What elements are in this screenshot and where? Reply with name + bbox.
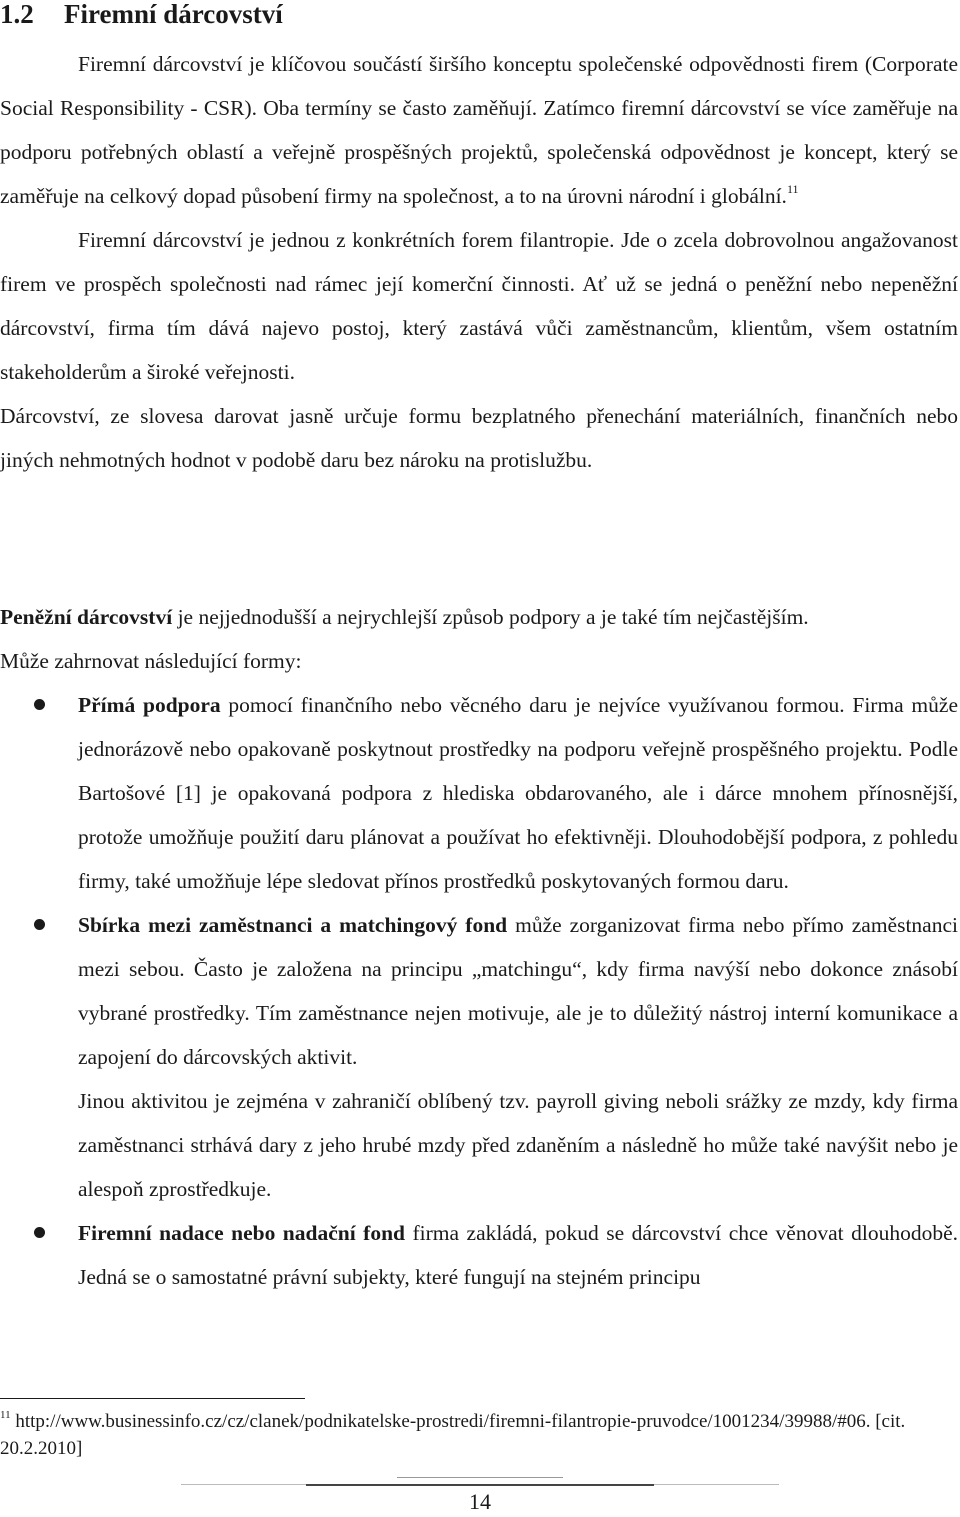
- list-item-employee-collection: [0, 903, 958, 1211]
- intro-paragraph-2: Firemní dárcovství je jednou z konkrétních forem filantropie. Jde o zcela dobrovolnou angažovanost firem ve prospěch společnosti nad rámec její komerční činnosti. Ať už se jedná o peněžní nebo nepeněžní dárcovství, firma tím dává najevo postoj, který zastává vůči zaměstnancům, klientům, všem ostatním stakeholderům a široké veřejnosti.: [0, 228, 958, 384]
- section-title: Firemní dárcovství: [64, 0, 283, 29]
- bullet-icon: [34, 699, 45, 710]
- money-donation-term: Peněžní dárcovství: [0, 605, 173, 629]
- forms-list: [0, 683, 958, 1299]
- money-donation-forms-intro: Může zahrnovat následující formy:: [0, 649, 302, 673]
- intro-paragraph-1: [0, 42, 958, 218]
- footer-rule-top: [397, 1477, 563, 1478]
- list-item-text: pomocí finančního nebo věcného daru je nejvíce využívanou formou. Firma může jednorázově nebo opakovaně poskytnout prostředky na podporu veřejně prospěšného projektu. Podle Bartošové [1] je opakovaná podpora z hlediska obdarovaného, ale i dárce mnohem přínosnější, protože umožňuje použití daru plánovat a používat ho efektivněji. Dlouhodobější podpora, z pohledu firmy, také umožňuje lépe sledovat přínos prostředků poskytovaných formou daru.: [78, 693, 958, 893]
- intro-paragraph-1-text: Firemní dárcovství je klíčovou součástí širšího konceptu společenské odpovědnosti firem (Corporate Social Responsibility - CSR). Oba termíny se často zaměňují. Zatímco firemní dárcovství se více zaměřuje na podporu potřebných oblastí a veřejně prospěšných projektů, společenská odpovědnost je koncept, který se zaměřuje na celkový dopad působení firmy na společnost, a to na úrovni národní i globální.: [0, 52, 958, 208]
- list-item-corporate-foundation: [0, 1211, 958, 1299]
- list-item-term: Sbírka mezi zaměstnanci a matchingový fond: [78, 913, 508, 937]
- intro-section: [0, 42, 958, 482]
- list-item-direct-support: [0, 683, 958, 903]
- bullet-icon: [34, 1227, 45, 1238]
- footnote-text[interactable]: http://www.businessinfo.cz/cz/clanek/podnikatelske-prostredi/firemni-filantropie-pruvodce/1001234/39988/#06. [cit. 20.2.2010]: [0, 1411, 906, 1459]
- payroll-giving-paragraph: Jinou aktivitou je zejména v zahraničí oblíbený tzv. payroll giving neboli srážky ze mzdy, kdy firma zaměstnanci strhává dary z jeho hrubé mzdy před zdaněním a následně ho může také navýšit nebo je alespoň zprostředkuje.: [78, 1089, 958, 1201]
- list-item-text: může zorganizovat firma nebo přímo zaměstnanci mezi sebou. Často je založena na principu „matchingu“, kdy firma navýší nebo dokonce znásobí vybrané prostředky. Tím zaměstnance nejen motivuje, ale je to důležitý nástroj interní komunikace a zapojení do dárcovských aktivit.: [78, 913, 958, 1069]
- bullet-icon: [34, 919, 45, 930]
- footer-rule-bold: [306, 1484, 654, 1486]
- footnote: [0, 1408, 958, 1462]
- intro-paragraph-3: Dárcovství, ze slovesa darovat jasně určuje formu bezplatného přenechání materiálních, finančních nebo jiných nehmotných hodnot v podobě daru bez nároku na protislužbu.: [0, 404, 958, 472]
- list-item-term: Firemní nadace nebo nadační fond: [78, 1221, 405, 1245]
- money-donation-text: je nejjednodušší a nejrychlejší způsob podpory a je také tím nejčastějším.: [172, 605, 809, 629]
- money-donation-paragraph: [0, 595, 958, 639]
- money-donation-section: [0, 595, 958, 683]
- footnote-reference[interactable]: 11: [786, 182, 799, 196]
- section-number: 1.2: [0, 0, 34, 29]
- section-heading: [0, 0, 283, 34]
- list-item-text: firma zakládá, pokud se dárcovství chce věnovat dlouhodobě. Jedná se o samostatné právní subjekty, které fungují na stejném principu: [78, 1221, 958, 1289]
- footnote-number: 11: [0, 1409, 11, 1421]
- page-number: 14: [469, 1489, 491, 1514]
- list-item-term: Přímá podpora: [78, 693, 221, 717]
- footnote-separator: [0, 1398, 305, 1399]
